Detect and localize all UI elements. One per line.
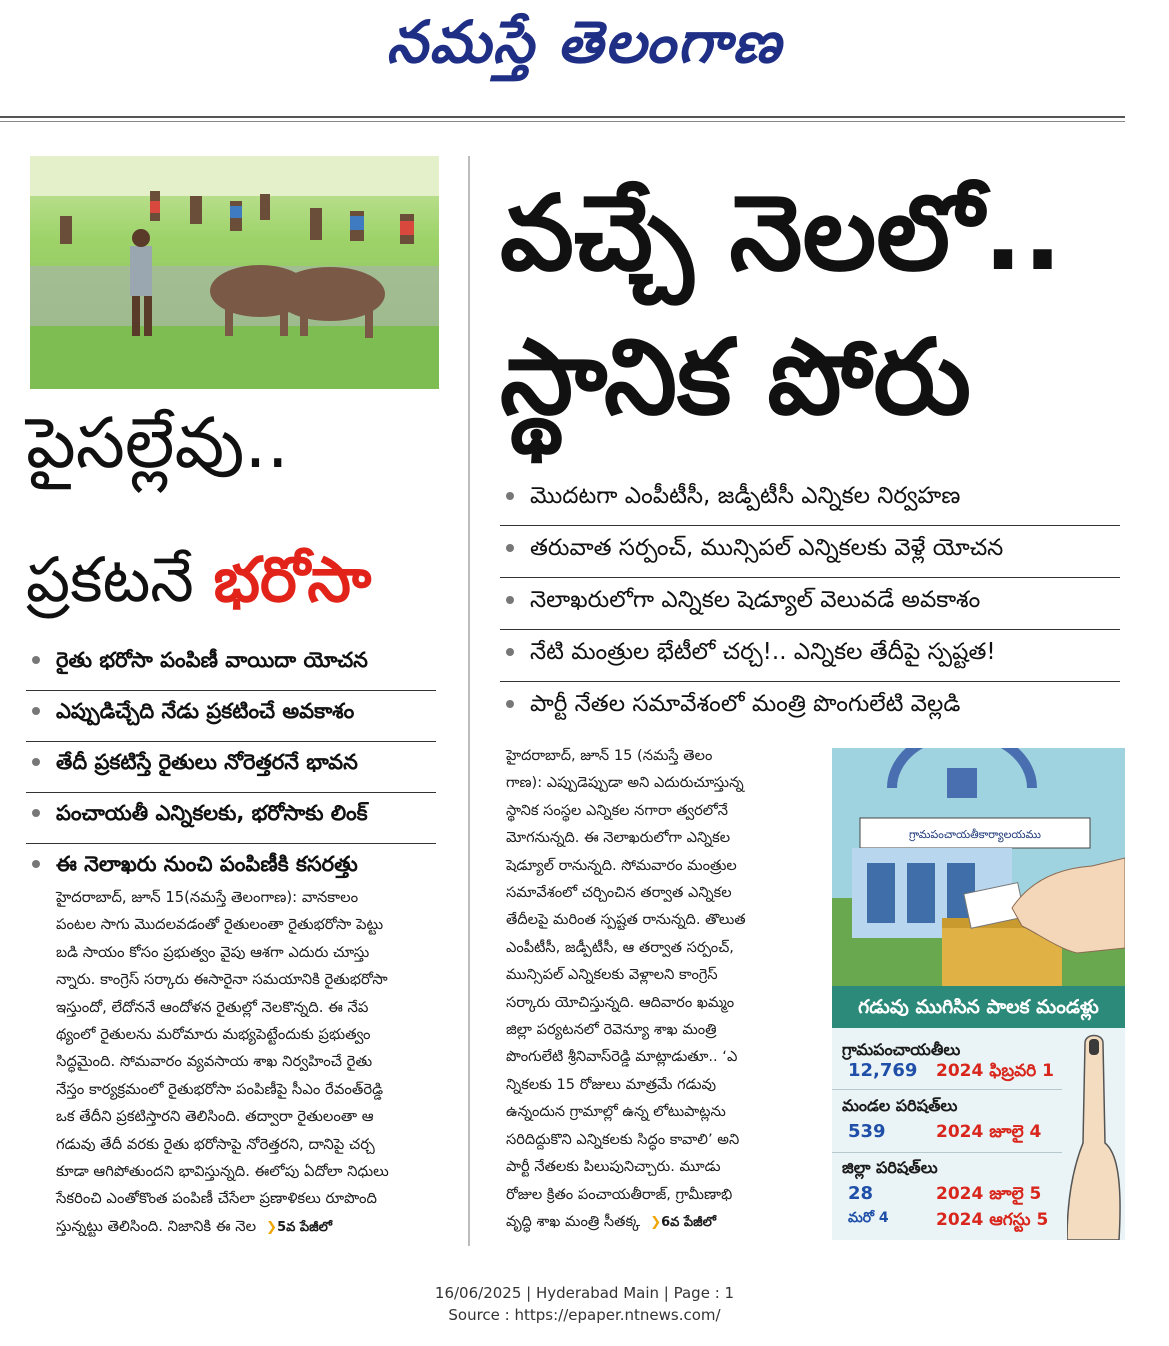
right-article-body: హైదరాబాద్, జూన్ 15 (నమస్తే తెలం గాణ): ఎప్పుడెప్పుడా అని ఎదురుచూస్తున్న స్థానిక సంస్థల ఎన్నికల నగారా త్వరలోనే మోగనున్నది. ఈ నెలాఖరులోగా ఎన్నికల షెడ్యూల్ రానున్నది. సోమవారం మంత్రుల సమావేశంలో చర్చించిన తర్వాత ఎన్నికల తేదీలపై మరింత స్పష్టత రానున్నది. తొలుత ఎంపీటీసీ, జడ్పీటీసీ, ఆ తర్వాత సర్పంచ్, మున్సిపల్ ఎన్నికలకు వెళ్లాలని కాంగ్రెస్ సర్కారు యోచిస్తున్నది. ఆదివారం ఖమ్మం జిల్లా పర్యటనలో రెవెన్యూ శాఖ మంత్రి పొంగులేటి శ్రీనివాస్‌రెడ్డి మాట్లాడుతూ.. ‘ఎ న్నికలకు 15 రోజులు మాత్రమే గడువు ఉన్నందున గ్రామాల్లో ఉన్న లోటుపాట్లను సరిదిద్దుకొని ఎన్నికలకు సిద్ధం కావాలి’ అని పార్టీ నేతలకు పిలుపునిచ్చారు. మూడు రోజుల క్రితం పంచాయతీరాజ్, గ్రామీణాభి వృద్ధి శాఖ మంత్రి సీతక్క ❯6వ పేజీలో bbox=[506, 747, 746, 1230]
list-item: తరువాత సర్పంచ్, మున్సిపల్ ఎన్నికలకు వెళ్లే యోచన bbox=[500, 526, 1120, 578]
bullet-icon bbox=[32, 656, 40, 664]
divider bbox=[832, 1089, 1062, 1090]
signboard-text: గ్రామపంచాయతీకార్యాలయము bbox=[909, 828, 1041, 841]
expiry-date: 2024 జూలై 5 bbox=[936, 1184, 1042, 1204]
left-article-body: హైదరాబాద్, జూన్ 15(నమస్తే తెలంగాణ): వానకాలం పంటల సాగు మొదలవడంతో రైతులంతా రైతుభరోసా పెట్టు బడి సాయం కోసం ప్రభుత్వం వైపు ఆశగా ఎదురు చూస్తు న్నారు. కాంగ్రెస్ సర్కారు ఈసారైనా సమయానికి రైతుభరోసా ఇస్తుందో, లేదోననే ఆందోళన రైతుల్లో నెలకొన్నది. ఈ నేప థ్యంలో రైతులను మరోమారు మభ్యపెట్టేందుకు ప్రభుత్వం సిద్ధమైంది. సోమవారం వ్యవసాయ శాఖ నిర్వహించే రైతు నేస్తం కార్యక్రమంలో రైతుభరోసా పంపిణీపై సీఎం రేవంత్‌రెడ్డి ఒక తేదీని ప్రకటిస్తారని తెలిసింది. తద్వారా రైతులంతా ఆ గడువు తేదీ వరకు రైతు భరోసాపై నోరెత్తరని, దానిపై చర్చ కూడా ఆగిపోతుందని భావిస్తున్నది. ఈలోపు ఏదోలా నిధులు సేకరించి ఎంతోకొంత పంపిణీ చేసేలా ప్రణాళికలు రూపొంది స్తున్నట్టు తెలిసింది. నిజానికి ఈ నెల ❯5వ పేజీలో bbox=[56, 889, 389, 1235]
left-headline-line1: పైసల్లేవు.. bbox=[26, 402, 289, 484]
masthead bbox=[0, 0, 1169, 120]
right-bullet-list bbox=[500, 474, 1120, 734]
masthead-rule-thin bbox=[0, 121, 1125, 122]
bullet-icon bbox=[32, 707, 40, 715]
jump-arrow-icon: ❯ bbox=[650, 1214, 662, 1230]
count-value: మరో 4 bbox=[848, 1210, 889, 1226]
bullet-icon bbox=[506, 648, 514, 656]
bullet-icon bbox=[506, 700, 514, 708]
list-item: తేదీ ప్రకటిస్తే రైతులు నోరెత్తరనే భావన bbox=[26, 742, 436, 793]
count-value: 539 bbox=[848, 1121, 886, 1142]
footer-edition: 16/06/2025 | Hyderabad Main | Page : 1 bbox=[434, 1284, 735, 1302]
section-title: జిల్లా పరిషత్‌లు bbox=[842, 1158, 938, 1177]
column-divider bbox=[468, 156, 470, 1246]
list-item: నెలాఖరులోగా ఎన్నికల షెడ్యూల్ వెలువడే అవకాశం bbox=[500, 578, 1120, 630]
infographic-banner: గడువు ముగిసిన పాలక మండళ్లు bbox=[832, 986, 1125, 1028]
masthead-rule bbox=[0, 116, 1125, 118]
continued-link[interactable]: ❯6వ పేజీలో bbox=[650, 1214, 717, 1230]
list-item: పంచాయతీ ఎన్నికలకు, భరోసాకు లింక్ bbox=[26, 793, 436, 844]
bullet-icon bbox=[32, 860, 40, 868]
expiry-date: 2024 జూలై 4 bbox=[936, 1122, 1042, 1142]
jump-arrow-icon: ❯ bbox=[266, 1219, 278, 1235]
paddy-field-photo bbox=[30, 156, 439, 389]
left-headline-line2 bbox=[26, 540, 466, 620]
bullet-icon bbox=[506, 596, 514, 604]
bullet-icon bbox=[32, 809, 40, 817]
left-headline-red: భరోసా bbox=[213, 543, 372, 616]
list-item: రైతు భరోసా పంపిణీ వాయిదా యోచన bbox=[26, 640, 436, 691]
bullet-icon bbox=[506, 492, 514, 500]
expiry-date: 2024 ఆగస్టు 5 bbox=[936, 1210, 1049, 1230]
right-headline-line2: స్థానిక పోరు bbox=[500, 316, 972, 438]
list-item: ఈ నెలాఖరు నుంచి పంపిణీకి కసరత్తు bbox=[26, 844, 436, 895]
expiry-date: 2024 ఫిబ్రవరి 1 bbox=[936, 1061, 1054, 1081]
bullet-icon bbox=[32, 758, 40, 766]
panchayat-office-illustration bbox=[832, 748, 1125, 986]
count-value: 12,769 bbox=[848, 1060, 918, 1081]
section-title: గ్రామపంచాయతీలు bbox=[842, 1040, 961, 1059]
continued-link[interactable]: ❯5వ పేజీలో bbox=[266, 1219, 332, 1235]
count-value: 28 bbox=[848, 1183, 874, 1204]
divider bbox=[832, 1152, 1062, 1153]
list-item: మొదటగా ఎంపీటీసీ, జడ్పీటీసీ ఎన్నికల నిర్వహణ bbox=[500, 474, 1120, 526]
election-infographic bbox=[832, 748, 1125, 1240]
newspaper-logo: నమస్తే తెలంగాణ bbox=[386, 8, 783, 76]
list-item: నేటి మంత్రుల భేటీలో చర్చ!.. ఎన్నికల తేదీపై స్పష్టత! bbox=[500, 630, 1120, 682]
footer-source: Source : https://epaper.ntnews.com/ bbox=[448, 1306, 721, 1324]
bullet-icon bbox=[506, 544, 514, 552]
inked-finger-icon bbox=[1067, 1033, 1125, 1240]
list-item: ఎప్పుడిచ్చేది నేడు ప్రకటించే అవకాశం bbox=[26, 691, 436, 742]
section-title: మండల పరిషత్‌లు bbox=[842, 1096, 958, 1115]
right-headline-line1: వచ్చే నెలలో.. bbox=[500, 172, 1063, 294]
left-bullet-list bbox=[26, 640, 436, 895]
left-headline-black: ప్రకటనే bbox=[26, 543, 214, 616]
list-item: పార్టీ నేతల సమావేశంలో మంత్రి పొంగులేటి వెల్లడి bbox=[500, 682, 1120, 734]
